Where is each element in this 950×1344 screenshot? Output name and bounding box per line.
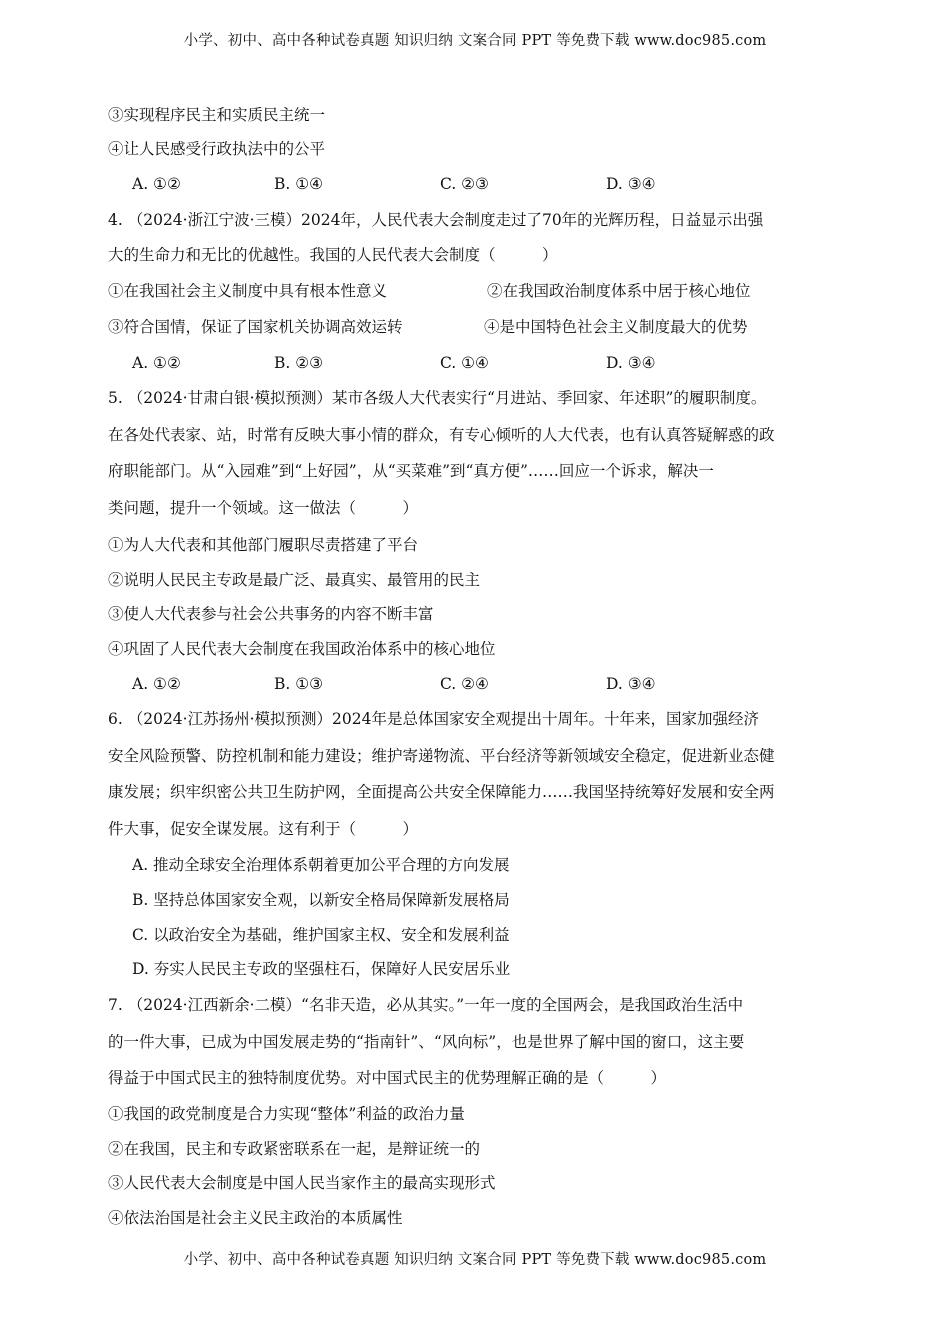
q5-stem-line-4: 类问题，提升一个领域。这一做法（ ） (108, 499, 419, 517)
q6-stem-line-3: 康发展；织牢织密公共卫生防护网，全面提高公共安全保障能力……我国坚持统筹好发展和安全两 (108, 783, 775, 801)
q6-stem-line-2: 安全风险预警、防控机制和能力建设；维护寄递物流、平台经济等新领域安全稳定，促进新业态健 (108, 747, 775, 765)
q3-option-c[interactable]: C. ②③ (440, 175, 489, 193)
q6-option-a[interactable]: A. 推动全球安全治理体系朝着更加公平合理的方向发展 (132, 856, 510, 874)
q5-option-a[interactable]: A. ①② (132, 675, 181, 693)
q6-option-c[interactable]: C. 以政治安全为基础，维护国家主权、安全和发展利益 (132, 926, 510, 944)
q7-statement-3: ③人民代表大会制度是中国人民当家作主的最高实现形式 (108, 1174, 496, 1192)
q7-stem-line-1: 7. （2024·江西新余·二模）“名非天造，必从其实。”一年一度的全国两会，是我国政治生活中 (108, 996, 744, 1014)
q7-statement-1: ①我国的政党制度是合力实现“整体”利益的政治力量 (108, 1105, 465, 1123)
q6-stem-line-1: 6. （2024·江苏扬州·模拟预测）2024年是总体国家安全观提出十周年。十年来，国家加强经济 (108, 710, 759, 728)
q3-statement-4: ④让人民感受行政执法中的公平 (108, 140, 326, 158)
q4-stem-line-1: 4. （2024·浙江宁波·三模）2024年，人民代表大会制度走过了70年的光辉历程，日益显示出强 (108, 211, 764, 229)
q4-statement-1: ①在我国社会主义制度中具有根本性意义 (108, 282, 388, 300)
q4-statement-3: ③符合国情，保证了国家机关协调高效运转 (108, 318, 403, 336)
q5-stem-line-1: 5. （2024·甘肃白银·模拟预测）某市各级人大代表实行“月进站、季回家、年述职”的履职制度。 (108, 389, 767, 407)
page-footer: 小学、初中、高中各种试卷真题 知识归纳 文案合同 PPT 等免费下载 www.doc985.com (183, 1252, 767, 1268)
q3-statement-3: ③实现程序民主和实质民主统一 (108, 106, 326, 124)
q4-option-c[interactable]: C. ①④ (440, 354, 489, 372)
q7-stem-line-3: 得益于中国式民主的独特制度优势。对中国式民主的优势理解正确的是（ ） (108, 1069, 667, 1087)
q4-option-a[interactable]: A. ①② (132, 354, 181, 372)
q7-statement-2: ②在我国，民主和专政紧密联系在一起，是辩证统一的 (108, 1140, 481, 1158)
page-header: 小学、初中、高中各种试卷真题 知识归纳 文案合同 PPT 等免费下载 www.doc985.com (183, 33, 767, 49)
q4-statement-4: ④是中国特色社会主义制度最大的优势 (484, 318, 748, 336)
q5-statement-4: ④巩固了人民代表大会制度在我国政治体系中的核心地位 (108, 640, 496, 658)
q3-option-d[interactable]: D. ③④ (606, 175, 656, 193)
q5-statement-3: ③使人大代表参与社会公共事务的内容不断丰富 (108, 605, 434, 623)
q7-statement-4: ④依法治国是社会主义民主政治的本质属性 (108, 1209, 403, 1227)
q4-stem-line-2: 大的生命力和无比的优越性。我国的人民代表大会制度（ ） (108, 246, 558, 264)
q5-option-b[interactable]: B. ①③ (274, 675, 324, 693)
q5-option-d[interactable]: D. ③④ (606, 675, 656, 693)
q6-option-d[interactable]: D. 夯实人民民主专政的坚强柱石，保障好人民安居乐业 (132, 960, 511, 978)
q4-option-d[interactable]: D. ③④ (606, 354, 656, 372)
q4-option-b[interactable]: B. ②③ (274, 354, 324, 372)
q6-stem-line-4: 件大事，促安全谋发展。这有利于（ ） (108, 820, 419, 838)
q5-option-c[interactable]: C. ②④ (440, 675, 489, 693)
q5-stem-line-2: 在各处代表家、站，时常有反映大事小情的群众，有专心倾听的人大代表，也有认真答疑解惑的政 (108, 426, 775, 444)
q3-option-a[interactable]: A. ①② (132, 175, 181, 193)
q4-statement-2: ②在我国政治制度体系中居于核心地位 (487, 282, 751, 300)
q5-stem-line-3: 府职能部门。从“入园难”到“上好园”，从“买菜难”到“真方便”……回应一个诉求，解决一 (108, 462, 714, 480)
q7-stem-line-2: 的一件大事，已成为中国发展走势的“指南针”、“风向标”，也是世界了解中国的窗口，这主要 (108, 1033, 745, 1051)
q6-option-b[interactable]: B. 坚持总体国家安全观，以新安全格局保障新发展格局 (132, 891, 510, 909)
q5-statement-1: ①为人大代表和其他部门履职尽责搭建了平台 (108, 536, 419, 554)
q3-option-b[interactable]: B. ①④ (274, 175, 324, 193)
q5-statement-2: ②说明人民民主专政是最广泛、最真实、最管用的民主 (108, 571, 481, 589)
